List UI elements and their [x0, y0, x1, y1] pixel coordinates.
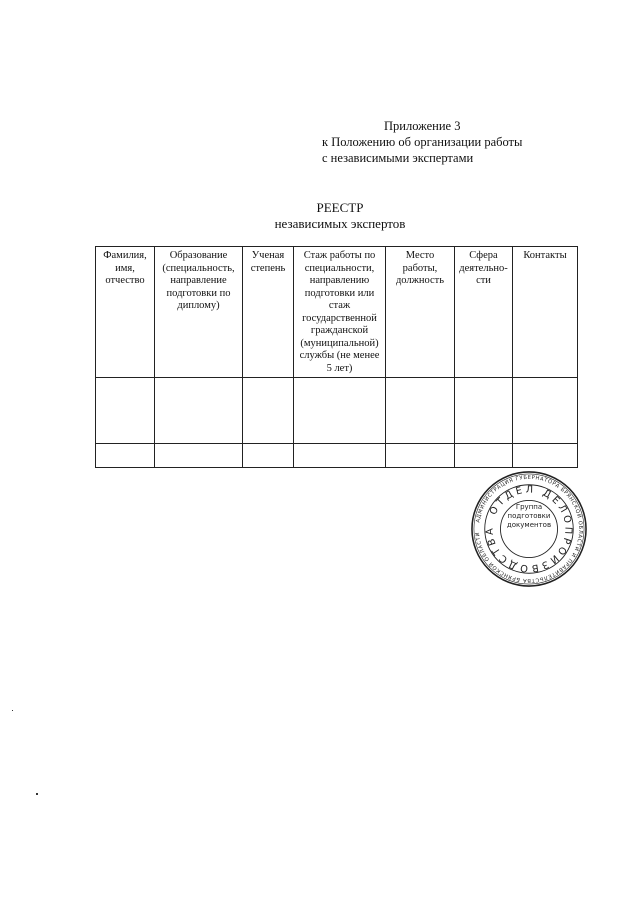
table-cell — [155, 378, 243, 444]
scan-artifact — [36, 793, 38, 795]
header-field: Сфера деятельно-сти — [455, 247, 513, 378]
table-cell — [386, 444, 455, 468]
header-contacts: Контакты — [513, 247, 578, 378]
appendix-reference-cont: с независимыми экспертами — [322, 151, 474, 165]
table-cell — [386, 378, 455, 444]
registry-table — [95, 246, 578, 468]
table-row — [96, 378, 578, 444]
table-header-row — [96, 247, 578, 378]
stamp-outer-text: АДМИНИСТРАЦИЯ ГУБЕРНАТОРА БРЯНСКОЙ ОБЛАСТИ И ПРАВИТЕЛЬСТВА БРЯНСКОЙ ОБЛАСТИ — [474, 474, 584, 584]
table-cell — [294, 378, 386, 444]
header-workplace: Место работы, должность — [386, 247, 455, 378]
appendix-number: Приложение 3 — [384, 119, 461, 133]
table-cell — [155, 444, 243, 468]
document-title — [240, 200, 440, 232]
table-cell — [294, 444, 386, 468]
table-cell — [96, 378, 155, 444]
header-experience: Стаж работы по специальности, направлению подготовки или стаж государственной гражданской (муниципальной) службы (не менее 5 лет) — [294, 247, 386, 378]
table-cell — [455, 444, 513, 468]
appendix-reference: к Положению об организации работы — [322, 135, 523, 149]
table-cell — [513, 378, 578, 444]
stamp-middle-text: ОТДЕЛ ДЕЛОПРОИЗВОДСТВА — [484, 484, 574, 574]
header-fullname: Фамилия, имя, отчество — [96, 247, 155, 378]
stamp-center-text: Группа подготовки документов — [506, 503, 552, 529]
table-row — [96, 444, 578, 468]
table-cell — [243, 444, 294, 468]
header-degree: Ученая степень — [243, 247, 294, 378]
appendix-note — [322, 118, 582, 166]
table-cell — [513, 444, 578, 468]
scan-artifact — [12, 710, 13, 711]
header-education: Образование (специальность, направление подготовки по диплому) — [155, 247, 243, 378]
table-cell — [243, 378, 294, 444]
title-main: РЕЕСТР — [316, 200, 364, 215]
title-sub: независимых экспертов — [274, 216, 406, 231]
table-cell — [455, 378, 513, 444]
table-cell — [96, 444, 155, 468]
